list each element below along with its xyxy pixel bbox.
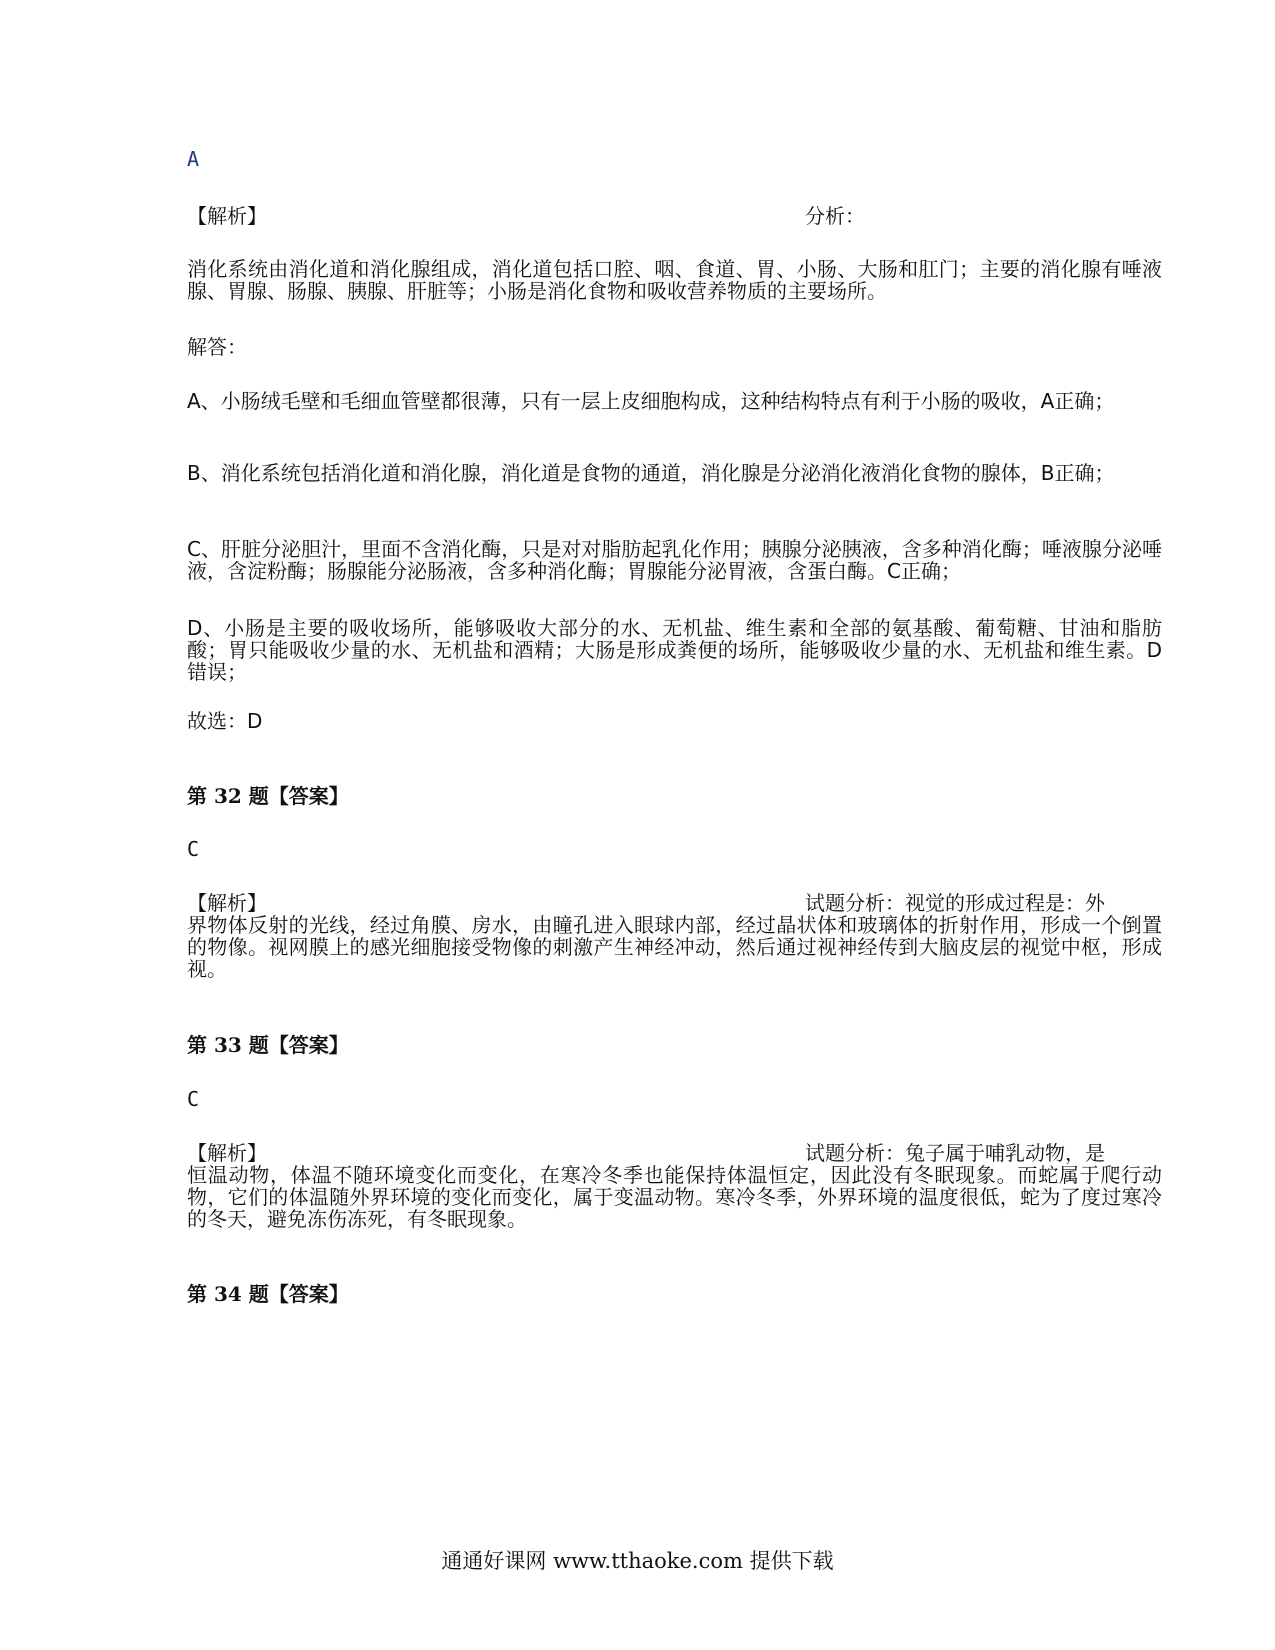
- q32-analysis-start: 试题分析：视觉的形成过程是：外: [805, 891, 1105, 915]
- q31-jieda-label: 解答：: [187, 335, 247, 359]
- q32-heading: 第 32 题【答案】: [187, 784, 349, 808]
- q31-option-b: B、消化系统包括消化道和消化腺，消化道是食物的通道，消化腺是分泌消化液消化食物的腺体，B正确；: [187, 461, 1115, 485]
- q31-option-a: A、小肠绒毛壁和毛细血管壁都很薄，只有一层上皮细胞构成，这种结构特点有利于小肠的吸收，A正确；: [187, 389, 1115, 413]
- q31-analysis: 消化系统由消化道和消化腺组成，消化道包括口腔、咽、食道、胃、小肠、大肠和肛门；主要的消化腺有唾液腺、胃腺、肠腺、胰腺、肝脏等；小肠是消化食物和吸收营养物质的主要场所。: [187, 257, 1162, 303]
- q33-analysis-rest: 恒温动物，体温不随环境变化而变化，在寒冷冬季也能保持体温恒定，因此没有冬眠现象。而蛇属于爬行动物，它们的体温随外界环境的变化而变化，属于变温动物。寒冷冬季，外界环境的温度很低，蛇为了度过寒冷的冬天，避免冻伤冻死，有冬眠现象。: [187, 1163, 1162, 1231]
- q31-option-d: D、小肠是主要的吸收场所，能够吸收大部分的水、无机盐、维生素和全部的氨基酸、葡萄糖、甘油和脂肪酸；胃只能吸收少量的水、无机盐和酒精；大肠是形成粪便的场所，能够吸收少量的水、无机盐和维生素。D错误；: [187, 616, 1162, 684]
- page-footer: 通通好课网 www.tthaoke.com 提供下载: [441, 1549, 834, 1573]
- q34-heading: 第 34 题【答案】: [187, 1282, 349, 1306]
- q31-fenxi-label: 分析：: [805, 204, 865, 228]
- q31-jiexi-label: 【解析】: [187, 204, 267, 228]
- q33-jiexi-label: 【解析】: [187, 1141, 267, 1165]
- q31-conclusion: 故选：D: [187, 709, 263, 733]
- q32-jiexi-label: 【解析】: [187, 891, 267, 915]
- q33-heading: 第 33 题【答案】: [187, 1033, 349, 1057]
- q33-analysis-start: 试题分析：兔子属于哺乳动物，是: [805, 1141, 1105, 1165]
- q32-analysis-rest: 界物体反射的光线，经过角膜、房水，由瞳孔进入眼球内部，经过晶状体和玻璃体的折射作用，形成一个倒置的物像。视网膜上的感光细胞接受物像的刺激产生神经冲动，然后通过视神经传到大脑皮层的视觉中枢，形成视。: [187, 913, 1162, 981]
- q32-answer: C: [187, 837, 200, 861]
- q33-answer: C: [187, 1087, 200, 1111]
- q31-answer: A: [187, 147, 200, 171]
- q31-option-c: C、肝脏分泌胆汁，里面不含消化酶，只是对对脂肪起乳化作用；胰腺分泌胰液，含多种消化酶；唾液腺分泌唾液，含淀粉酶；肠腺能分泌肠液，含多种消化酶；胃腺能分泌胃液，含蛋白酶。C正确；: [187, 537, 1162, 583]
